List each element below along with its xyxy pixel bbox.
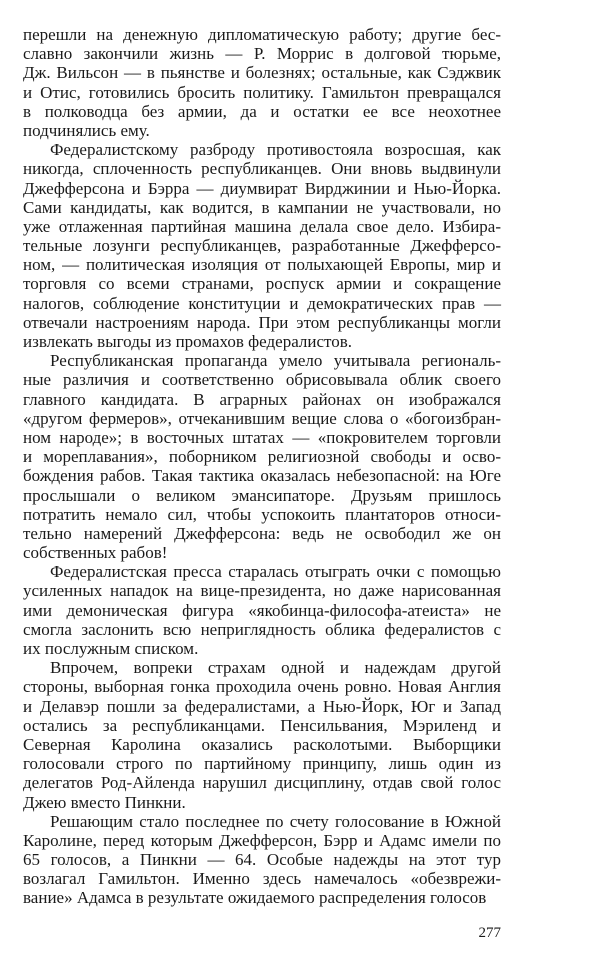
text-line: и Отис, готовились бросить политику. Гамильтон превращался bbox=[23, 82, 501, 102]
text-line: подчинялись ему. bbox=[23, 120, 150, 140]
text-line: Северная Каролина оказались расколотыми. Выборщики bbox=[23, 734, 501, 754]
paragraph bbox=[23, 562, 501, 658]
text-line: тельно намерений Джефферсона: ведь не освободил же он bbox=[23, 523, 501, 543]
text-line: Каролине, перед которым Джефферсон, Бэрр и Адамс имели по bbox=[23, 830, 501, 850]
text-line: их послужным списком. bbox=[23, 639, 199, 658]
text-line: никогда, сплоченность республиканцев. Они вновь выдвинули bbox=[23, 159, 501, 179]
text-line: вание» Адамса в результате ожидаемого распределения голосов bbox=[23, 888, 487, 908]
text-line: ими демоническая фигура «якобинца-философа-атеиста» не bbox=[23, 600, 501, 620]
text-line: тельные лозунги республиканцев, разработанные Джефферсо- bbox=[23, 236, 501, 256]
text-line: Республиканская пропаганда умело учитывала региональ- bbox=[50, 351, 501, 371]
text-line: ные различия и соответственно обрисовывала облик своего bbox=[23, 370, 501, 390]
text-line: делегатов Род-Айленда нарушил дисциплину, отдав свой голос bbox=[23, 773, 501, 793]
text-line: ном народе»; в восточных штатах — «покровителем торговли bbox=[23, 427, 501, 447]
text-line: потратить немало сил, чтобы успокоить плантаторов относи- bbox=[23, 504, 501, 524]
paragraph bbox=[23, 140, 501, 351]
text-line: бождения рабов. Такая тактика оказалась небезопасной: на Юге bbox=[23, 466, 501, 486]
text-line: Впрочем, вопреки страхам одной и надеждам другой bbox=[50, 658, 501, 678]
text-line: Решающим стало последнее по счету голосование в Южной bbox=[50, 811, 501, 831]
text-line: 65 голосов, а Пинкни — 64. Особые надежды на этот тур bbox=[23, 850, 501, 870]
paragraph bbox=[23, 812, 501, 908]
text-line: славно закончили жизнь — Р. Моррис в долговой тюрьме, bbox=[23, 44, 501, 64]
text-line: прослышали о великом эмансипаторе. Друзьям пришлось bbox=[23, 485, 501, 505]
text-line: голосовали строго по партийному принципу, лишь один из bbox=[23, 754, 501, 774]
text-line: извлекать выгоды из промахов федералистов. bbox=[23, 332, 353, 351]
text-line: Джефферсона и Бэрра — диумвират Вирджинии и Нью-Йорка. bbox=[23, 178, 501, 198]
text-line: стороны, выборная гонка проходила очень ровно. Новая Англия bbox=[23, 677, 501, 697]
text-line: в полководца без армии, да и остатки ее все неохотнее bbox=[23, 101, 501, 121]
paragraph bbox=[23, 351, 501, 562]
paragraph bbox=[23, 658, 501, 812]
text-line: Федералистская пресса старалась отыграть очки с помощью bbox=[50, 562, 501, 582]
text-line: Федералистскому разброду противостояла возросшая, как bbox=[50, 140, 501, 160]
text-line: «другом фермеров», отчеканившим вещие слова о «богоизбран- bbox=[23, 408, 501, 428]
text-line: остались за республиканцами. Пенсильвания, Мэриленд и bbox=[23, 715, 501, 735]
text-line: Джею вместо Пинкни. bbox=[23, 792, 186, 812]
text-line: Сами кандидаты, как водится, в кампании не участвовали, но bbox=[23, 197, 501, 217]
text-line: и Делавэр пошли за федералистами, а Нью-Йорк, Юг и Запад bbox=[23, 696, 501, 716]
text-line: усиленных нападок на вице-президента, но даже нарисованная bbox=[23, 581, 501, 601]
text-line: смогла заслонить всю неприглядность облика федералистов с bbox=[23, 619, 501, 639]
page-number: 277 bbox=[478, 925, 501, 941]
text-line: собственных рабов! bbox=[23, 543, 168, 563]
text-line: главного кандидата. В аграрных районах он изображался bbox=[23, 389, 501, 409]
text-line: возлагал Гамильтон. Именно здесь намечалось «обезврежи- bbox=[23, 869, 501, 889]
text-line: ном, — политическая изоляция от полыхающей Европы, мир и bbox=[23, 255, 501, 275]
paragraph bbox=[23, 25, 501, 140]
text-line: и мореплавания», поборником религиозной свободы и осво- bbox=[23, 447, 501, 467]
text-line: отвечали настроениям народа. При этом республиканцы могли bbox=[23, 312, 501, 332]
page-body-text bbox=[23, 25, 501, 908]
text-line: налогов, соблюдение конституции и демократических прав — bbox=[23, 293, 501, 313]
text-line: перешли на денежную дипломатическую работу; другие бес- bbox=[23, 25, 501, 44]
text-line: торговля со всеми странами, роспуск армии и сокращение bbox=[23, 274, 501, 294]
text-line: уже отлаженная партийная машина делала свое дело. Избира- bbox=[23, 216, 501, 236]
text-line: Дж. Вильсон — в пьянстве и болезнях; остальные, как Сэджвик bbox=[23, 63, 501, 83]
